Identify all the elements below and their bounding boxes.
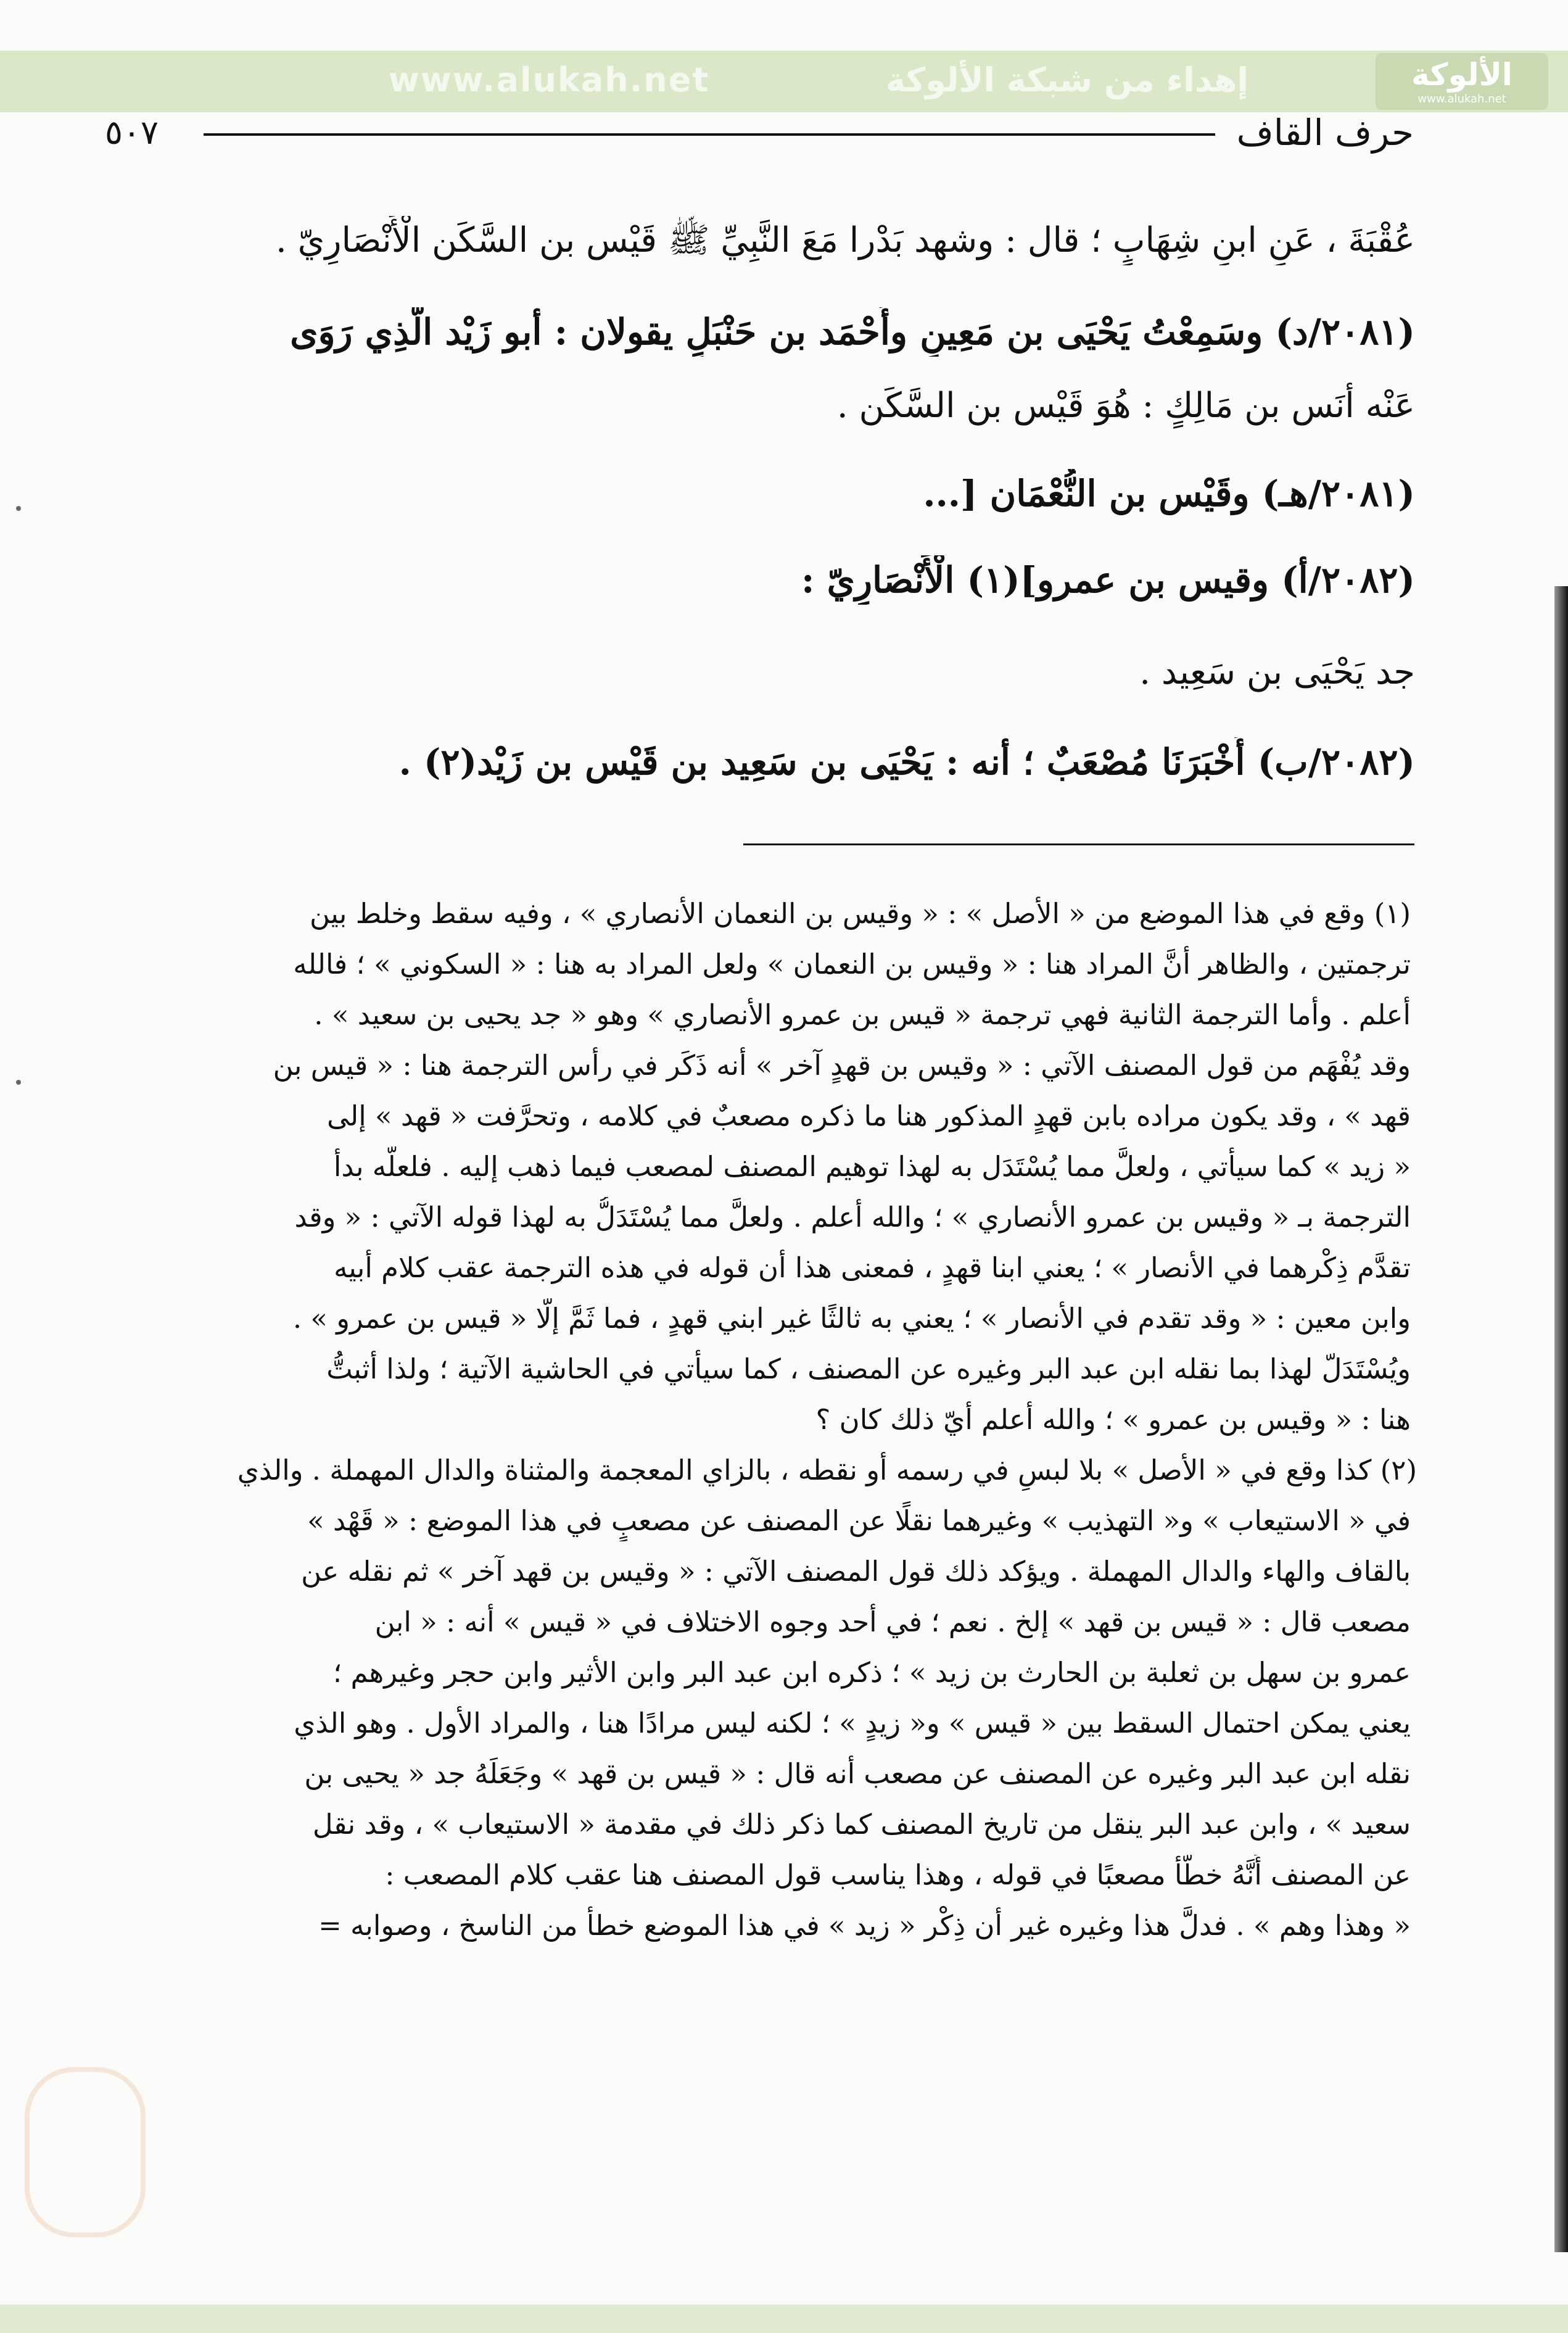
footnote-line: يعني يمكن احتمال السقط بين « قيس » و« زيدٍ » ؛ لكنه ليس مرادًا هنا ، والمراد الأول . وهو الذي	[294, 1707, 1411, 1739]
scan-speck	[16, 506, 21, 511]
entry-heading: (٢٠٨١/هـ) وقَيْس بن النُّعْمَان [...	[923, 473, 1415, 515]
footnote-line: هنا : « وقيس بن عمرو » ؛ والله أعلم أيّ ذلك كان ؟	[815, 1403, 1411, 1436]
logo-text: الألوكة	[1411, 57, 1512, 93]
footnote-line: (١) وقع في هذا الموضع من « الأصل » : « وقيس بن النعمان الأنصاري » ، وفيه سقط وخلط بين	[310, 897, 1411, 930]
footnote-line: ترجمتين ، والظاهر أنَّ المراد هنا : « وقيس بن النعمان » ولعل المراد به هنا : « السكوني » ؛ فالله	[293, 948, 1411, 980]
main-line: عُقْبَةَ ، عَنِ ابنِ شِهَابٍ ؛ قال : وشهد بَدْرا مَعَ النَّبِيِّ ﷺ قَيْس بن السَّكَن الْأَنْصَارِيّ .	[276, 220, 1415, 260]
footnote-line: عن المصنف أَنَّهُ خطَّأَ مصعبًا في قوله ، وهذا يناسب قول المصنف هنا عقب كلام المصعب :	[385, 1859, 1411, 1891]
alukah-logo	[1376, 53, 1548, 110]
main-line: عَنْه أَنَس بن مَالِكٍ : هُوَ قَيْس بن السَّكَن .	[836, 386, 1415, 426]
book-binding-shadow	[1554, 586, 1568, 2252]
footnote-line: قهد » ، وقد يكون مراده بابن قهدٍ المذكور هنا ما ذكره مصعبٌ في كلامه ، وتحرَّفت « قهد » إلى	[327, 1100, 1411, 1132]
footnote-line: سعيد » ، وابن عبد البر ينقل من تاريخ المصنف كما ذكر ذلك في مقدمة « الاستيعاب » ، وقد نقل	[312, 1808, 1411, 1841]
footnote-line: بالقاف والهاء والدال المهملة . ويؤكد ذلك قول المصنف الآتي : « وقيس بن قهد آخر » ثم نقله عن	[301, 1555, 1411, 1588]
footnote-line: (٢) كذا وقع في « الأصل » بلا لبسٍ في رسمه أو نقطه ، بالزاي المعجمة والمثناة والدال المهملة . والذي	[237, 1454, 1417, 1486]
main-line: (٢٠٨٢/ب) أَخْبَرَنَا مُصْعَبٌ ؛ أنه : يَحْيَى بن سَعِيد بن قَيْس بن زَيْد(٢) .	[398, 741, 1415, 783]
footnote-separator	[743, 843, 1414, 845]
footnote-line: في « الاستيعاب » و« التهذيب » وغيرهما نقلًا عن المصنف عن مصعبٍ في هذا الموضع : « قَهْد »	[307, 1504, 1411, 1537]
footnote-line: تقدَّم ذِكْرهما في الأنصار » ؛ يعني ابنا قهدٍ ، فمعنى هذا أن قوله في هذه الترجمة عقب كلام أبيه	[334, 1251, 1411, 1284]
logo-url: www.alukah.net	[1417, 93, 1506, 106]
scan-speck	[16, 1080, 21, 1085]
main-line: جد يَحْيَى بن سَعِيد .	[1139, 652, 1415, 692]
footnote-line: أعلم . وأما الترجمة الثانية فهي ترجمة « قيس بن عمرو الأنصاري » وهو « جد يحيى بن سعيد » .	[314, 998, 1411, 1031]
chapter-title: حرف القاف	[1236, 112, 1414, 154]
watermark-gift-text: إهداء من شبكة الألوكة	[886, 60, 1248, 99]
page-number: ٥٠٧	[105, 113, 159, 152]
footnote-line: وابن معين : « وقد تقدم في الأنصار » ؛ يعني به ثالثًا غير ابني قهدٍ ، فما ثَمَّ إلَّا « قيس بن عمرو » .	[292, 1302, 1411, 1335]
entry-heading: (٢٠٨٢/أ) وقيس بن عمرو](١) الْأَنْصَارِيّ :	[801, 559, 1415, 601]
footnote-line: نقله ابن عبد البر وغيره عن المصنف عن مصعب أنه قال : « قيس بن قهد » وجَعَلَهُ جد « يحيى بن	[304, 1757, 1411, 1790]
footnote-line: عمرو بن سهل بن ثعلبة بن الحارث بن زيد » ؛ ذكره ابن عبد البر وابن الأثير وابن حجر وغيرهم ؛	[332, 1656, 1411, 1689]
footnote-line: مصعب قال : « قيس بن قهد » إلخ . نعم ؛ في أحد وجوه الاختلاف في « قيس » أنه : « ابن	[374, 1606, 1411, 1638]
watermark-banner	[0, 51, 1568, 112]
footnote-line: « وهذا وهم » . فدلَّ هذا وغيره غير أن ذِكْر « زيد » في هذا الموضع خطأ من الناسخ ، وصوابه =	[318, 1909, 1411, 1942]
footnote-line: « زيد » كما سيأتي ، ولعلَّ مما يُسْتَدَل به لهذا توهيم المصنف لمصعب فيما ذهب إليه . فلعلَّه بدأ	[333, 1150, 1411, 1183]
bottom-watermark-band	[0, 2305, 1568, 2333]
footnote-line: ويُسْتَدَلّ لهذا بما نقله ابن عبد البر وغيره عن المصنف ، كما سيأتي في الحاشية الآتية ؛ ولذا أثبتُّ	[326, 1353, 1411, 1385]
header-rule	[204, 133, 1215, 136]
footnote-line: الترجمة بـ « وقيس بن عمرو الأنصاري » ؛ والله أعلم . ولعلَّ مما يُسْتَدَلُّ به لهذا قوله الآتي : « وقد	[294, 1201, 1411, 1233]
library-stamp	[25, 2067, 146, 2237]
main-line: (٢٠٨١/د) وسَمِعْتُ يَحْيَى بن مَعِينٍ وأَحْمَد بن حَنْبَلٍ يقولان : أبو زَيْد الَّذِي رَوَى	[290, 311, 1415, 353]
watermark-url: www.alukah.net	[388, 60, 710, 99]
footnote-line: وقد يُفْهَم من قول المصنف الآتي : « وقيس بن قهدٍ آخر » أنه ذَكَر في رأس الترجمة هنا : « قيس بن	[273, 1049, 1411, 1082]
